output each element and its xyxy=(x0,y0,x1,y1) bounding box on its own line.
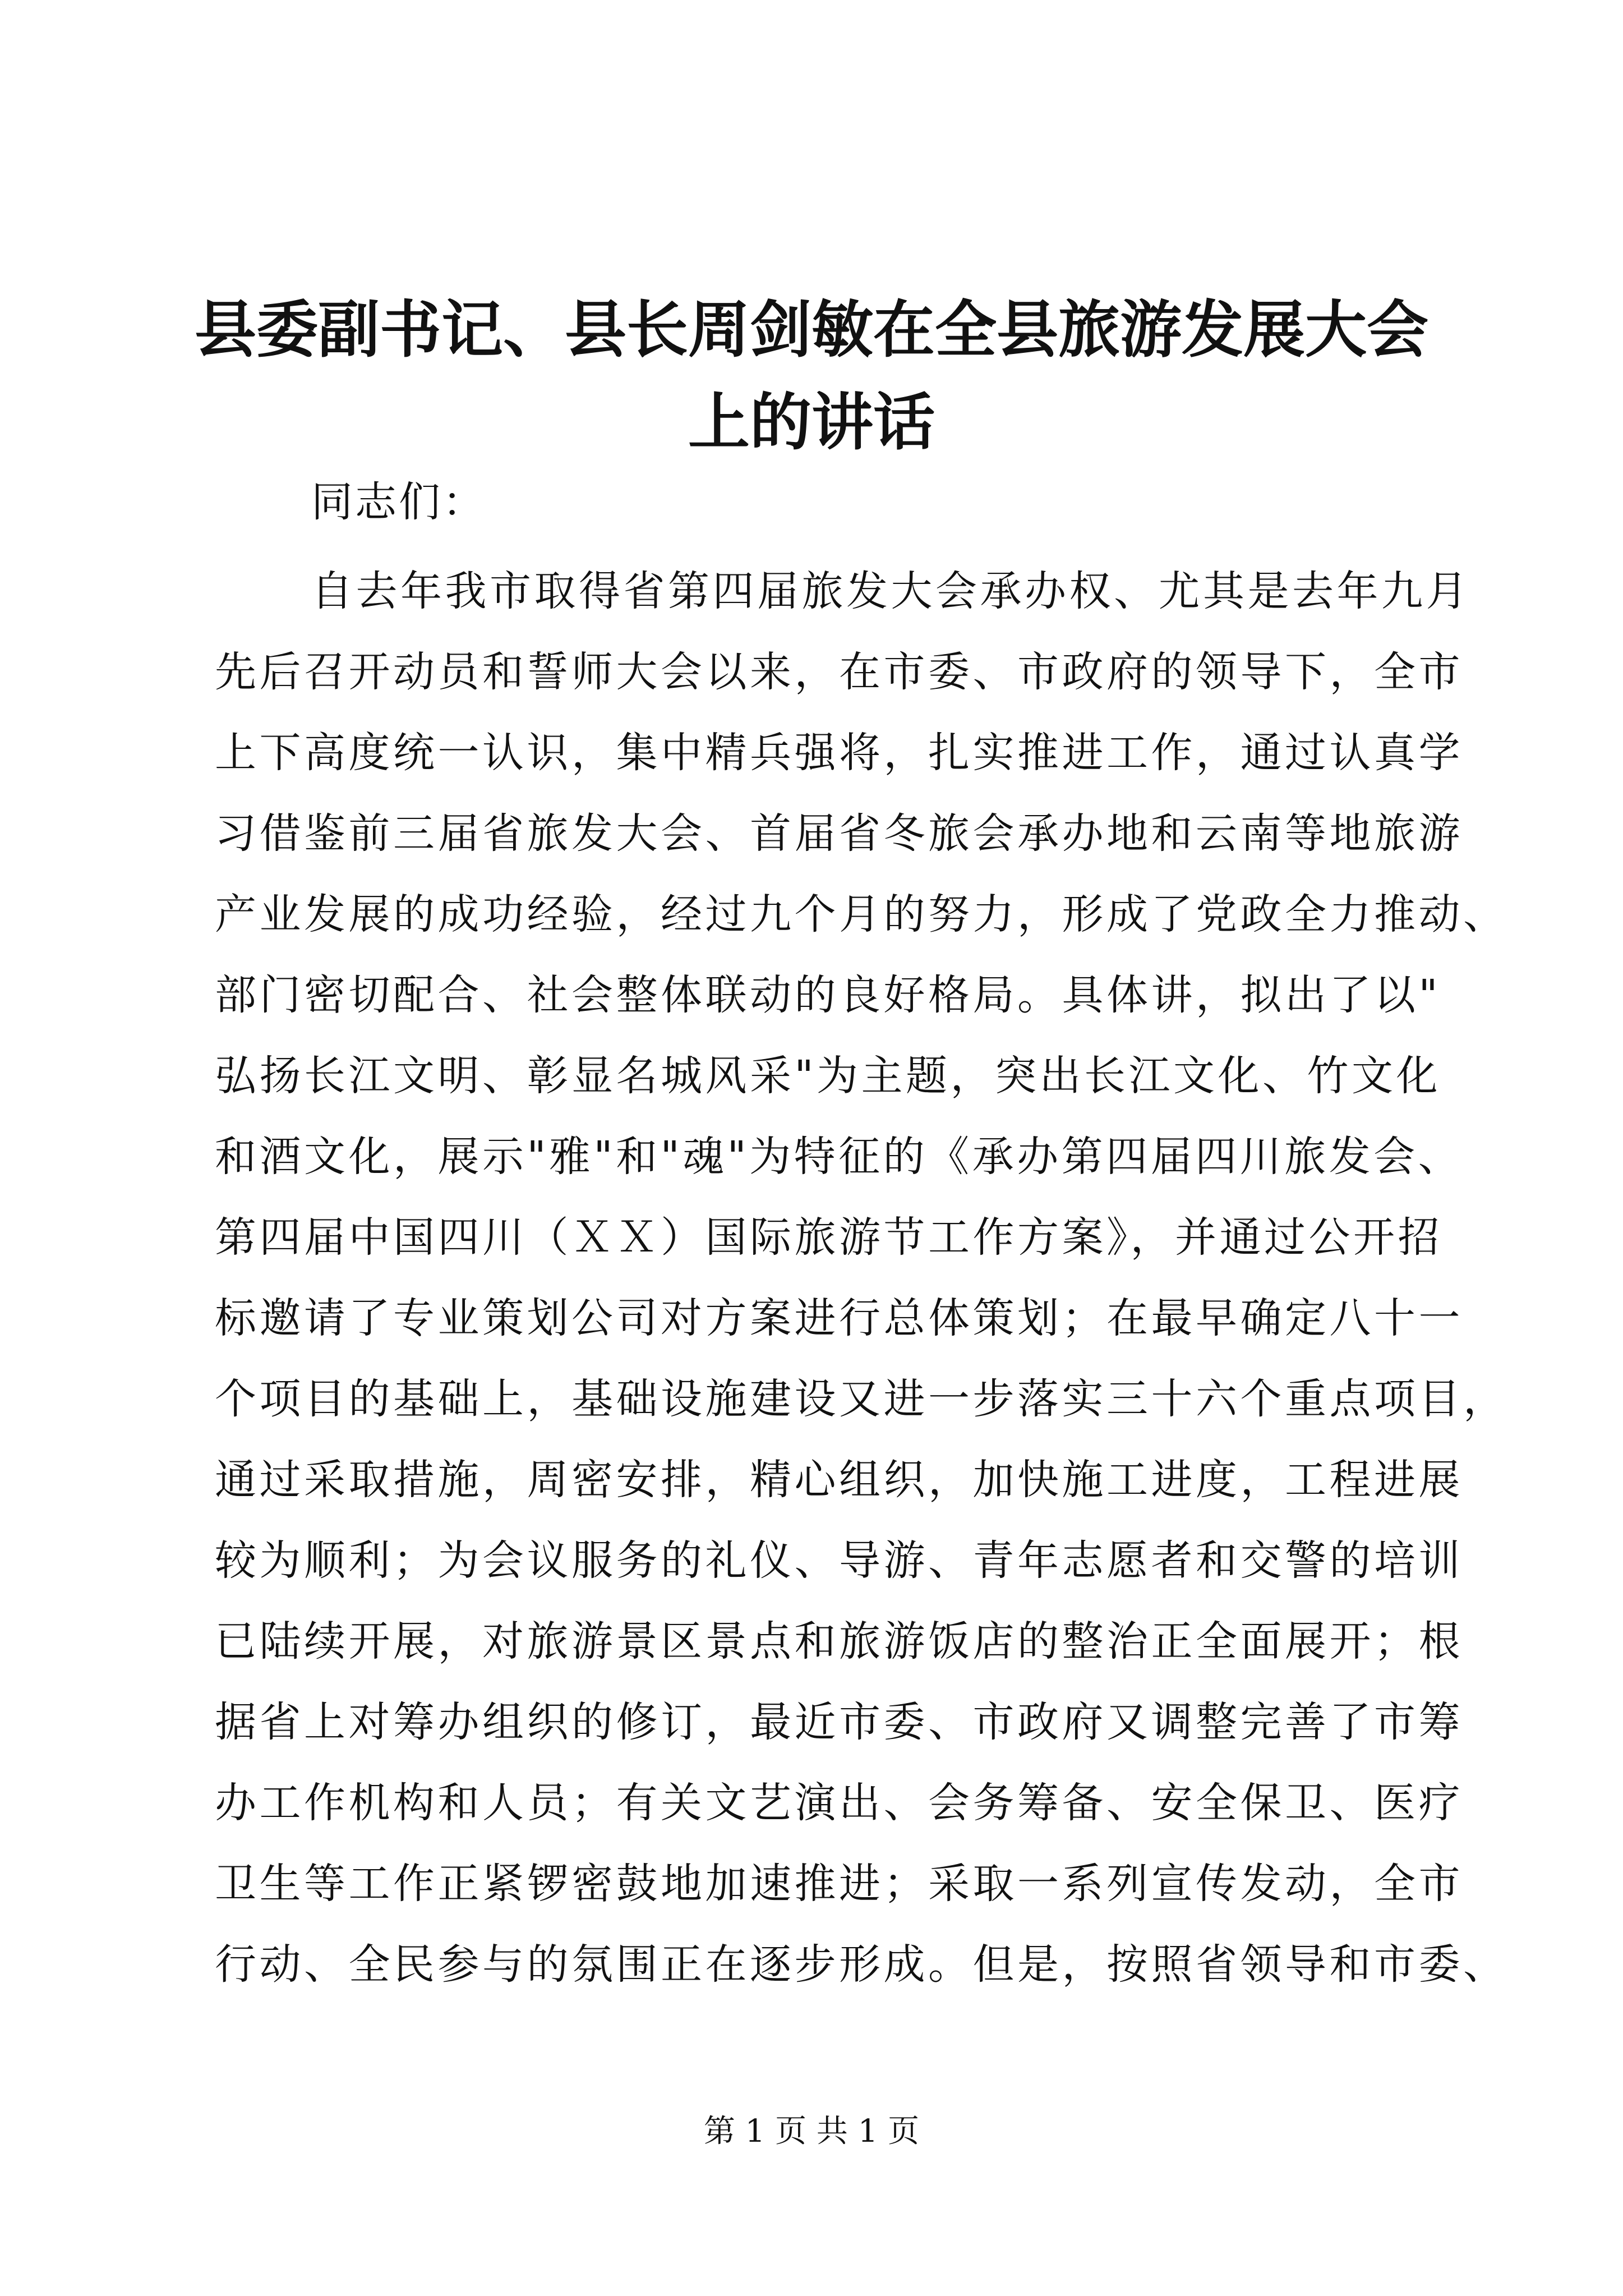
body-line-15: 据省上对筹办组织的修订，最近市委、市政府又调整完善了市筹 xyxy=(215,1698,1463,1746)
page-footer: 第 1 页 共 1 页 xyxy=(703,2113,920,2150)
page-title-line-2: 上的讲话 xyxy=(688,386,935,458)
body-line-12: 通过采取措施，周密安排，精心组织，加快施工进度，工程进展 xyxy=(215,1456,1463,1504)
body-line-1: 自去年我市取得省第四届旅发大会承办权、尤其是去年九月 xyxy=(311,567,1470,615)
body-line-18: 行动、全民参与的氛围正在逐步形成。但是，按照省领导和市委、 xyxy=(215,1940,1508,1989)
body-line-13: 较为顺利；为会议服务的礼仪、导游、青年志愿者和交警的培训 xyxy=(215,1536,1463,1585)
body-line-8: 和酒文化，展示"雅"和"魂"为特征的《承办第四届四川旅发会、 xyxy=(215,1133,1463,1181)
body-line-2: 先后召开动员和誓师大会以来，在市委、市政府的领导下，全市 xyxy=(215,648,1463,696)
page-title-line-1: 县委副书记、县长周剑敏在全县旅游发展大会 xyxy=(195,293,1428,366)
page-title xyxy=(185,283,1438,468)
greeting: 同志们： xyxy=(311,478,486,526)
body-line-6: 部门密切配合、社会整体联动的良好格局。具体讲，拟出了以" xyxy=(215,971,1441,1019)
body-line-5: 产业发展的成功经验，经过九个月的努力，形成了党政全力推动、 xyxy=(215,890,1508,938)
body-line-9: 第四届中国四川（ＸＸ）国际旅游节工作方案》，并通过公开招 xyxy=(215,1213,1442,1262)
body-line-10: 标邀请了专业策划公司对方案进行总体策划；在最早确定八十一 xyxy=(215,1294,1463,1342)
body-line-4: 习借鉴前三届省旅发大会、首届省冬旅会承办地和云南等地旅游 xyxy=(215,809,1463,858)
body-line-16: 办工作机构和人员；有关文艺演出、会务筹备、安全保卫、医疗 xyxy=(215,1779,1463,1827)
body-line-14: 已陆续开展，对旅游景区景点和旅游饭店的整治正全面展开；根 xyxy=(215,1617,1463,1665)
body-line-11: 个项目的基础上，基础设施建设又进一步落实三十六个重点项目， xyxy=(215,1375,1508,1423)
body-line-3: 上下高度统一认识，集中精兵强将，扎实推进工作，通过认真学 xyxy=(215,729,1463,777)
body-line-7: 弘扬长江文明、彰显名城风采"为主题，突出长江文化、竹文化 xyxy=(215,1052,1441,1100)
body-line-17: 卫生等工作正紧锣密鼓地加速推进；采取一系列宣传发动，全市 xyxy=(215,1860,1463,1908)
